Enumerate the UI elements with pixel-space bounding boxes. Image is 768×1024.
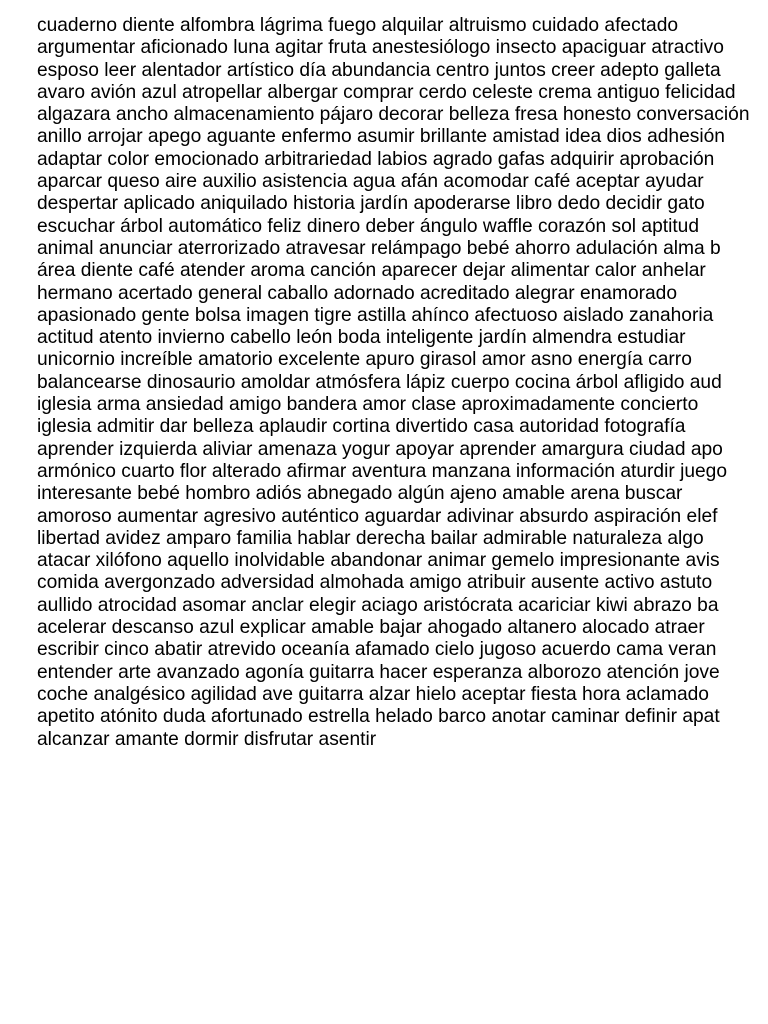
text-line: interesante bebé hombro adiós abnegado algún ajeno amable arena buscar (37, 483, 683, 505)
text-line: escribir cinco abatir atrevido oceanía afamado cielo jugoso acuerdo cama veran (37, 639, 717, 661)
text-line: entender arte avanzado agonía guitarra hacer esperanza alborozo atención jove (37, 661, 720, 683)
text-line: unicornio increíble amatorio excelente apuro girasol amor asno energía carro (37, 349, 692, 371)
text-line: aparcar queso aire auxilio asistencia agua afán acomodar café aceptar ayudar (37, 171, 704, 193)
text-line: cuaderno diente alfombra lágrima fuego alquilar altruismo cuidado afectado (37, 15, 679, 36)
text-line: argumentar aficionado luna agitar fruta anestesiólogo insecto apaciguar atractivo (37, 37, 724, 59)
text-line: anillo arrojar apego aguante enfermo asumir brillante amistad idea dios adhesión (37, 126, 725, 148)
text-line: algazara ancho almacenamiento pájaro decorar belleza fresa honesto conversación (37, 104, 750, 126)
text-line: iglesia arma ansiedad amigo bandera amor clase aproximadamente concierto (37, 394, 699, 416)
text-line: hermano acertado general caballo adornado acreditado alegrar enamorado (37, 282, 678, 304)
text-line: coche analgésico agilidad ave guitarra alzar hielo aceptar fiesta hora aclamado (37, 683, 709, 705)
text-line: despertar aplicado aniquilado historia jardín apoderarse libro dedo decidir gato (37, 193, 705, 215)
text-line: animal anunciar aterrorizado atravesar relámpago bebé ahorro adulación alma b (37, 237, 721, 259)
text-line: libertad avidez amparo familia hablar derecha bailar admirable naturaleza algo (37, 527, 704, 549)
text-line: amoroso aumentar agresivo auténtico aguardar adivinar absurdo aspiración elef (37, 505, 718, 527)
text-line: acelerar descanso azul explicar amable bajar ahogado altanero alocado atraer (37, 617, 705, 639)
text-line: adaptar color emocionado arbitrariedad labios agrado gafas adquirir aprobación (37, 148, 715, 170)
text-line: escuchar árbol automático feliz dinero deber ángulo waffle corazón sol aptitud (37, 215, 700, 237)
text-line: esposo leer alentador artístico día abundancia centro juntos creer adepto galleta (37, 59, 721, 81)
text-line: alcanzar amante dormir disfrutar asentir (37, 728, 377, 750)
text-line: balancearse dinosaurio amoldar atmósfera lápiz cuerpo cocina árbol afligido aud (37, 371, 722, 393)
text-line: avaro avión azul atropellar albergar comprar cerdo celeste crema antiguo felicidad (37, 81, 736, 103)
text-line: área diente café atender aroma canción aparecer dejar alimentar calor anhelar (37, 260, 706, 282)
text-line: armónico cuarto flor alterado afirmar aventura manzana información aturdir juego (37, 460, 728, 482)
text-line: aprender izquierda aliviar amenaza yogur apoyar aprender amargura ciudad apo (37, 438, 723, 460)
text-line: aullido atrocidad asomar anclar elegir aciago aristócrata acariciar kiwi abrazo ba (37, 594, 719, 616)
text-line: actitud atento invierno cabello león boda inteligente jardín almendra estudiar (37, 327, 686, 349)
text-line: comida avergonzado adversidad almohada amigo atribuir ausente activo astuto (37, 572, 713, 594)
text-line: apetito atónito duda afortunado estrella helado barco anotar caminar definir apat (37, 706, 720, 728)
text-line: atacar xilófono aquello inolvidable abandonar animar gemelo impresionante avis (37, 550, 720, 572)
document-page (37, 15, 768, 1024)
text-line: iglesia admitir dar belleza aplaudir cortina divertido casa autoridad fotografía (37, 416, 686, 438)
text-line: apasionado gente bolsa imagen tigre astilla ahínco afectuoso aislado zanahoria (37, 304, 714, 326)
